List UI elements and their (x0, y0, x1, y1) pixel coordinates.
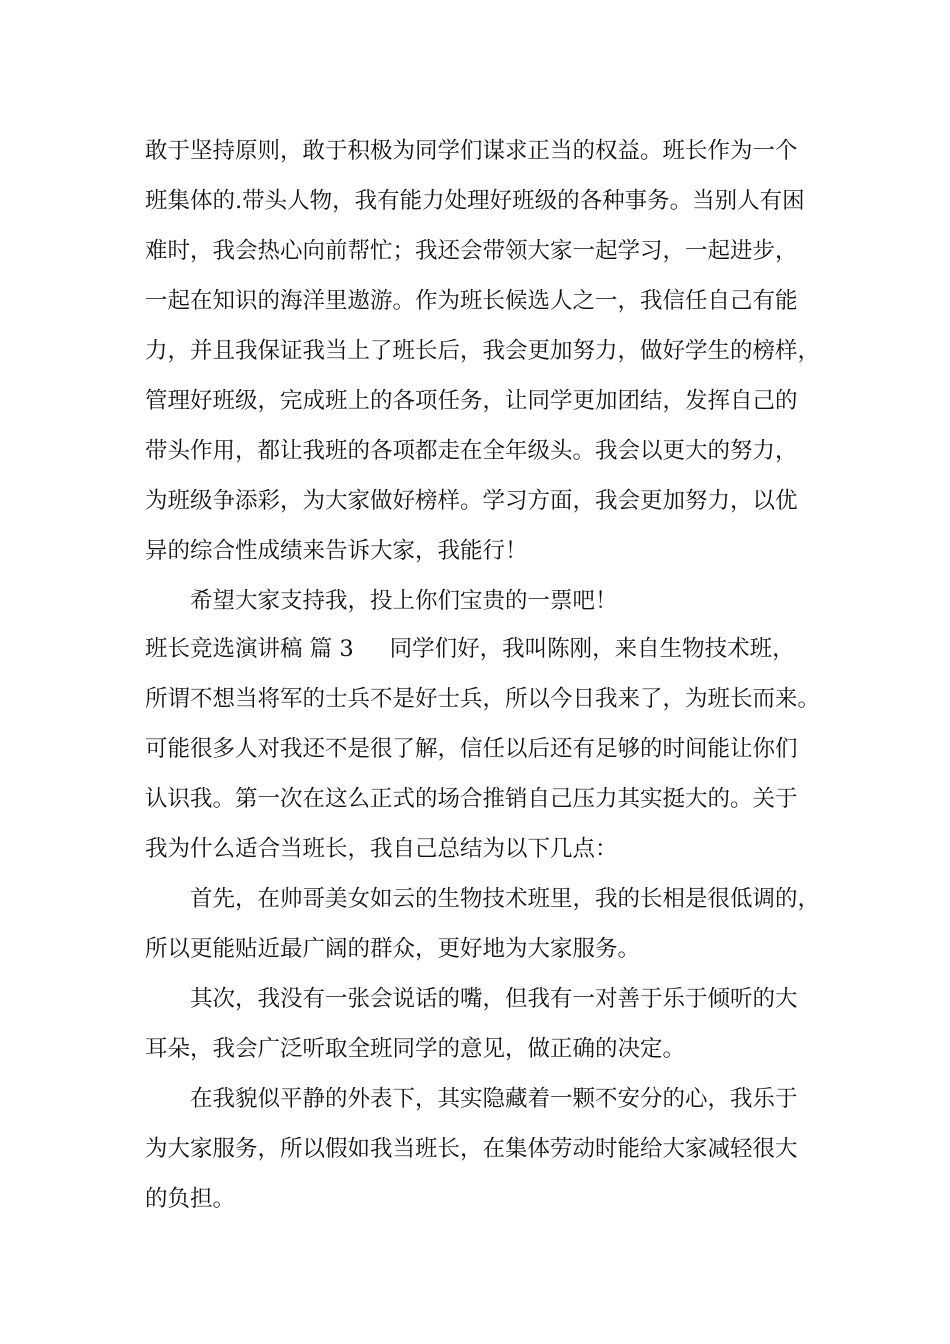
text-line: 所谓不想当将军的士兵不是好士兵，所以今日我来了，为班长而来。 (145, 686, 821, 712)
section-opening-text: 同学们好，我叫陈刚，来自生物技术班， (389, 636, 795, 662)
text-line: 难时，我会热心向前帮忙；我还会带领大家一起学习，一起进步， (145, 238, 798, 264)
paragraph-first-line: 在我貌似平静的外表下，其实隐藏着一颗不安分的心，我乐于 (190, 1086, 798, 1112)
text-line: 力，并且我保证我当上了班长后，我会更加努力，做好学生的榜样， (145, 338, 821, 364)
text-line: 的负担。 (145, 1186, 236, 1212)
text-line: 认识我。第一次在这么正式的场合推销自己压力其实挺大的。关于 (145, 786, 798, 812)
section-title: 班长竞选演讲稿 (145, 636, 303, 662)
paragraph-first-line: 其次，我没有一张会说话的嘴，但我有一对善于乐于倾听的大 (190, 986, 798, 1012)
paragraph-first-line: 首先，在帅哥美女如云的生物技术班里，我的长相是很低调的， (190, 886, 821, 912)
section-heading-line (145, 634, 795, 664)
section-number: 篇 3 (309, 636, 354, 662)
text-line: 一起在知识的海洋里遨游。作为班长候选人之一，我信任自己有能 (145, 288, 798, 314)
text-line: 异的综合性成绩来告诉大家，我能行！ (145, 538, 528, 564)
text-line: 所以更能贴近最广阔的群众，更好地为大家服务。 (145, 936, 641, 962)
text-line: 可能很多人对我还不是很了解，信任以后还有足够的时间能让你们 (145, 736, 798, 762)
text-line: 耳朵，我会广泛听取全班同学的意见，做正确的决定。 (145, 1036, 686, 1062)
paragraph-first-line: 希望大家支持我，投上你们宝贵的一票吧！ (190, 588, 618, 614)
text-line: 敢于坚持原则，敢于积极为同学们谋求正当的权益。班长作为一个 (145, 138, 798, 164)
text-line: 带头作用，都让我班的各项都走在全年级头。我会以更大的努力， (145, 438, 798, 464)
text-line: 我为什么适合当班长，我自己总结为以下几点： (145, 836, 618, 862)
text-line: 管理好班级，完成班上的各项任务，让同学更加团结，发挥自己的 (145, 388, 798, 414)
text-line: 为班级争添彩，为大家做好榜样。学习方面，我会更加努力，以优 (145, 488, 798, 514)
text-line: 班集体的.带头人物，我有能力处理好班级的各种事务。当别人有困 (145, 188, 805, 214)
text-line: 为大家服务，所以假如我当班长，在集体劳动时能给大家减轻很大 (145, 1136, 798, 1162)
